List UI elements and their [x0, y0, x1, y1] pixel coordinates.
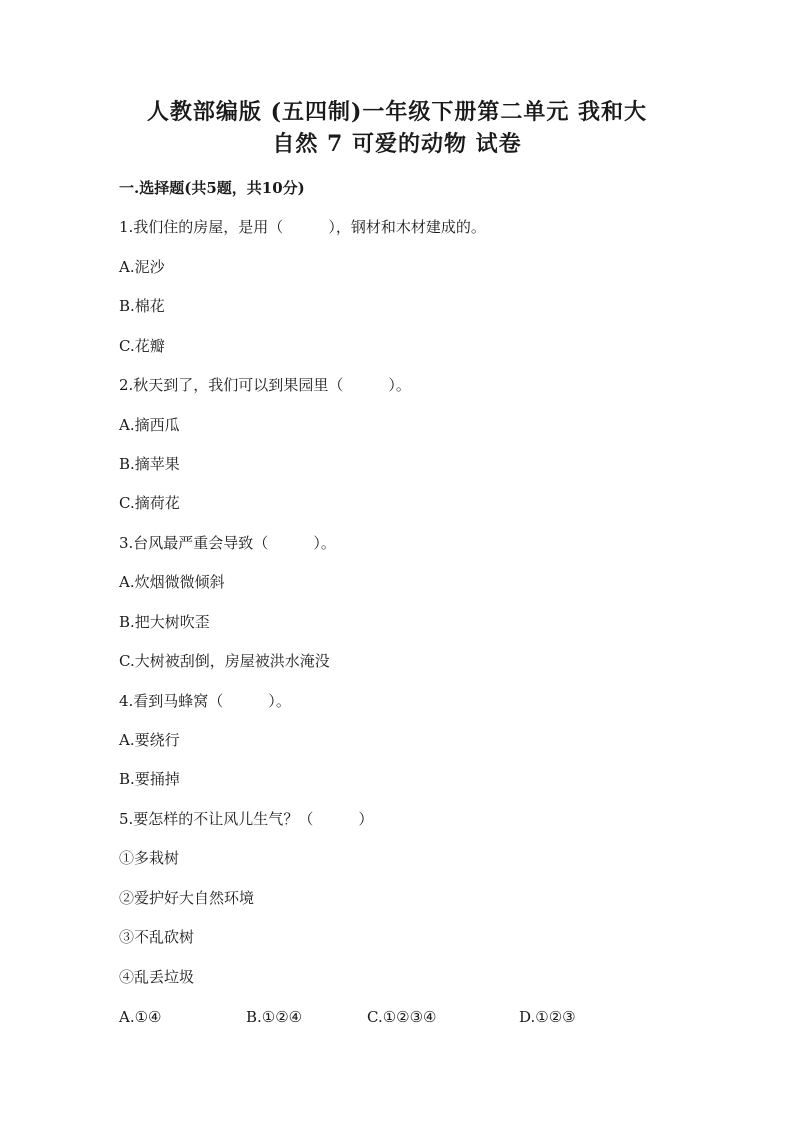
question-5-item-4: ④乱丢垃圾: [119, 968, 195, 986]
question-3-option-c: C.大树被刮倒，房屋被洪水淹没: [119, 652, 330, 670]
question-5-option-c: C.①②③④: [367, 1008, 437, 1026]
question-4-stem: 4.看到马蜂窝（ ）。: [119, 692, 291, 710]
question-2-option-a: A.摘西瓜: [119, 416, 180, 434]
question-4-option-a: A.要绕行: [119, 731, 180, 749]
page-title-line-2: 自然 7 可爱的动物 试卷: [272, 131, 522, 157]
question-5-item-3: ③不乱砍树: [119, 928, 195, 946]
question-4-option-b: B.要捅掉: [119, 770, 180, 788]
question-5-stem: 5.要怎样的不让风儿生气？（ ）: [119, 810, 374, 828]
question-5-option-a: A.①④: [119, 1008, 162, 1026]
question-5-option-d: D.①②③: [519, 1008, 576, 1026]
question-2-option-c: C.摘荷花: [119, 494, 180, 512]
question-3-option-a: A.炊烟微微倾斜: [119, 573, 225, 591]
question-5-item-2: ②爱护好大自然环境: [119, 889, 255, 907]
question-3-option-b: B.把大树吹歪: [119, 613, 210, 631]
question-1-option-c: C.花瓣: [119, 337, 165, 355]
question-3-stem: 3.台风最严重会导致（ ）。: [119, 534, 336, 552]
question-5-item-1: ①多栽树: [119, 849, 180, 867]
question-1-option-b: B.棉花: [119, 297, 165, 315]
section-heading: 一.选择题(共5题，共10分): [119, 179, 305, 197]
question-1-stem: 1.我们住的房屋，是用（ ），钢材和木材建成的。: [119, 218, 486, 236]
question-2-stem: 2.秋天到了，我们可以到果园里（ ）。: [119, 376, 411, 394]
question-1-option-a: A.泥沙: [119, 258, 165, 276]
question-2-option-b: B.摘苹果: [119, 455, 180, 473]
question-5-option-b: B.①②④: [246, 1008, 303, 1026]
page-title-line-1: 人教部编版 (五四制)一年级下册第二单元 我和大: [146, 99, 648, 125]
